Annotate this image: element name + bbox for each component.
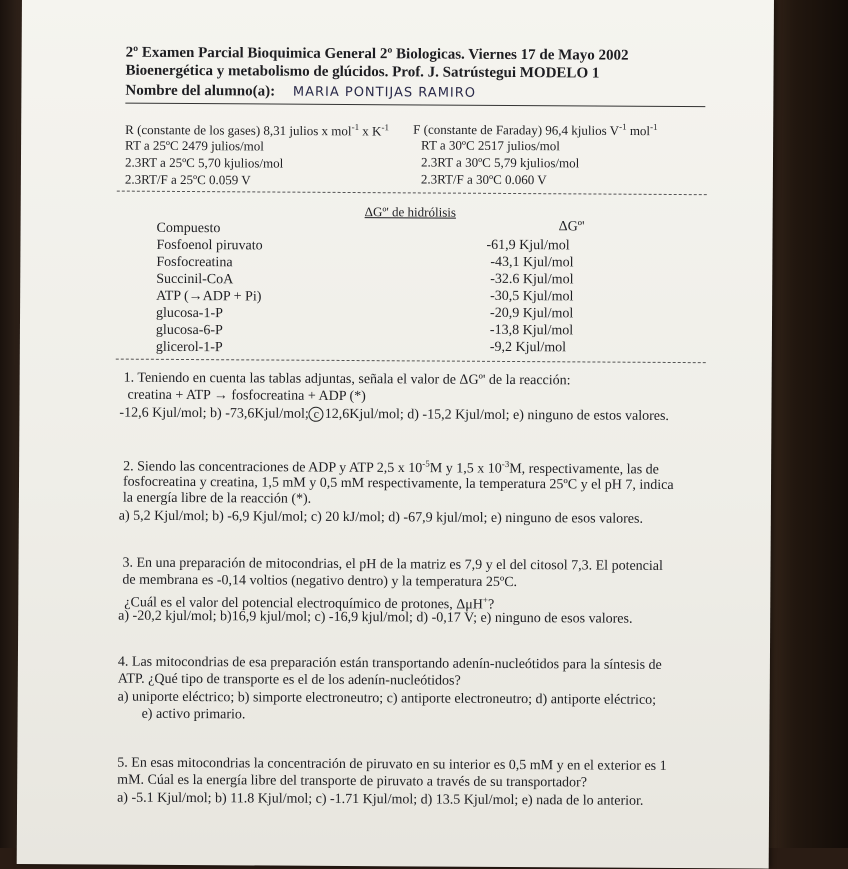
table-header-compound: Compuesto	[156, 220, 221, 237]
table-cell-compound: Fosfocreatina	[156, 254, 233, 271]
header-rule	[125, 103, 705, 108]
table-cell-compound: Succinil-CoA	[156, 271, 234, 288]
header-line-2: Bioenergética y metabolismo de glúcidos. Prof. J. Satrústegui MODELO 1	[125, 62, 600, 82]
q2-options: a) 5,2 Kjul/mol; b) -6,9 Kjul/mol; c) 20 kJ/mol; d) -67,9 kjul/mol; e) ninguno de esos valores.	[118, 508, 644, 527]
table-header-value: ΔGº'	[558, 219, 585, 235]
student-name-label: Nombre del alumno(a):	[125, 82, 276, 100]
table-title: ΔGº' de hidrólisis	[364, 204, 457, 220]
q2-line-3: la energía libre de la reacción (*).	[122, 490, 312, 507]
header-line-1: 2º Examen Parcial Bioquimica General 2º Biologicas. Viernes 17 de Mayo 2002	[125, 44, 629, 64]
q2-line-2: fosfocreatina y creatina, 1,5 mM y 0,5 mM respectivamente, la temperatura 25ºC y el pH 7, indica	[122, 474, 674, 493]
q1-line-1: 1. Teniendo en cuenta las tablas adjuntas, señala el valor de ΔGº' de la reacción:	[123, 370, 571, 389]
constant-left-1: 2.3RT a 25ºC 5,70 kjulios/mol	[124, 154, 284, 171]
constant-right-0: RT a 30ºC 2517 julios/mol	[421, 137, 560, 154]
q4-line-2: ATP. ¿Qué tipo de transporte es el de los adenín-nucleótidos?	[117, 671, 461, 689]
q1-options: -12,6 Kjul/mol; b) -73,6Kjul/mol; c 12,6Kjul/mol; d) -15,2 Kjul/mol; e) ninguno de estos valores.	[119, 405, 670, 424]
q3-line-1: 3. En una preparación de mitocondrias, el pH de la matriz es 7,9 y el del citosol 7,3. El potencial	[122, 555, 663, 574]
q5-line-2: mM. Cúal es la energía libre del transporte de piruvato a través de su transportador?	[117, 772, 588, 791]
q5-line-1: 5. En esas mitocondrias la concentración de piruvato en su interior es 0,5 mM y en el exterior es 1	[117, 755, 667, 774]
q3-line-2: de membrana es -0,14 voltios (negativo dentro) y la temperatura 25ºC.	[122, 572, 518, 591]
student-name-handwritten: MARIA PONTIJAS RAMIRO	[292, 84, 477, 101]
table-cell-value: -13,8 Kjul/mol	[489, 322, 574, 339]
table-cell-compound: Fosfoenol piruvato	[156, 237, 263, 254]
q3-line-3: ¿Cuál es el valor del potencial electroquímico de protones, ΔμH+?	[124, 594, 495, 613]
constant-right-2: 2.3RT/F a 30ºC 0.060 V	[420, 171, 547, 188]
q1-reaction: creatina + ATP → fosfocreatina + ADP (*)	[127, 387, 366, 405]
q4-line-3: a) uniporte eléctrico; b) simporte electroneutro; c) antiporte electroneutro; d) antiporte eléctrico;	[117, 689, 657, 708]
table-cell-compound: glucosa-6-P	[155, 322, 223, 339]
q5-options: a) -5.1 Kjul/mol; b) 11.8 Kjul/mol; c) -1.71 Kjul/mol; d) 13.5 Kjul/mol; e) nada de lo anterior.	[117, 790, 644, 809]
q3-options: a) -20,2 kjul/mol; b)16,9 kjul/mol; c) -16,9 kjul/mol; d) -0,17 V; e) ninguno de esos valores.	[118, 608, 633, 627]
table-cell-compound: glucosa-1-P	[156, 305, 223, 322]
table-cell-value: -20,9 Kjul/mol	[490, 305, 574, 322]
table-cell-compound: ATP (→ADP + Pi)	[156, 288, 262, 305]
table-cell-value: -9,2 Kjul/mol	[489, 339, 567, 356]
constant-right-1: 2.3RT a 30ºC 5,79 kjulios/mol	[420, 154, 580, 171]
q4-line-4: e) activo primario.	[141, 706, 246, 723]
exam-sheet	[17, 0, 774, 869]
constant-left-2: 2.3RT/F a 25ºC 0.059 V	[124, 171, 251, 188]
table-cell-compound: glicerol-1-P	[155, 339, 223, 356]
constants-rule	[117, 191, 707, 196]
student-name-row	[125, 83, 476, 102]
constant-r: R (constante de los gases) 8,31 julios x mol$^{-1}$ x $K^{-1}$	[125, 121, 390, 139]
table-cell-value: -61,9 Kjul/mol	[486, 237, 570, 254]
q4-line-1: 4. Las mitocondrias de esa preparación están transportando adenín-nucleótidos para la síntesis de	[117, 654, 662, 673]
table-cell-value: -43,1 Kjul/mol	[490, 254, 574, 271]
q2-line-1: 2. Siendo las concentraciones de ADP y ATP 2,5 x $10^{-5}M$ y 1,5 x $10^{-3}M$, respectivamente, las de	[123, 458, 659, 478]
table-cell-value: -32.6 Kjul/mol	[490, 271, 574, 288]
table-cell-value: -30,5 Kjul/mol	[490, 288, 574, 305]
q1-circled-answer: c	[309, 407, 324, 422]
constant-left-0: RT a 25ºC 2479 julios/mol	[125, 137, 264, 154]
constant-f: F (constante de Faraday) 96,4 kjulios $V^{-1}$ mol$^{-1}$	[413, 121, 658, 139]
table-rule	[116, 359, 706, 364]
